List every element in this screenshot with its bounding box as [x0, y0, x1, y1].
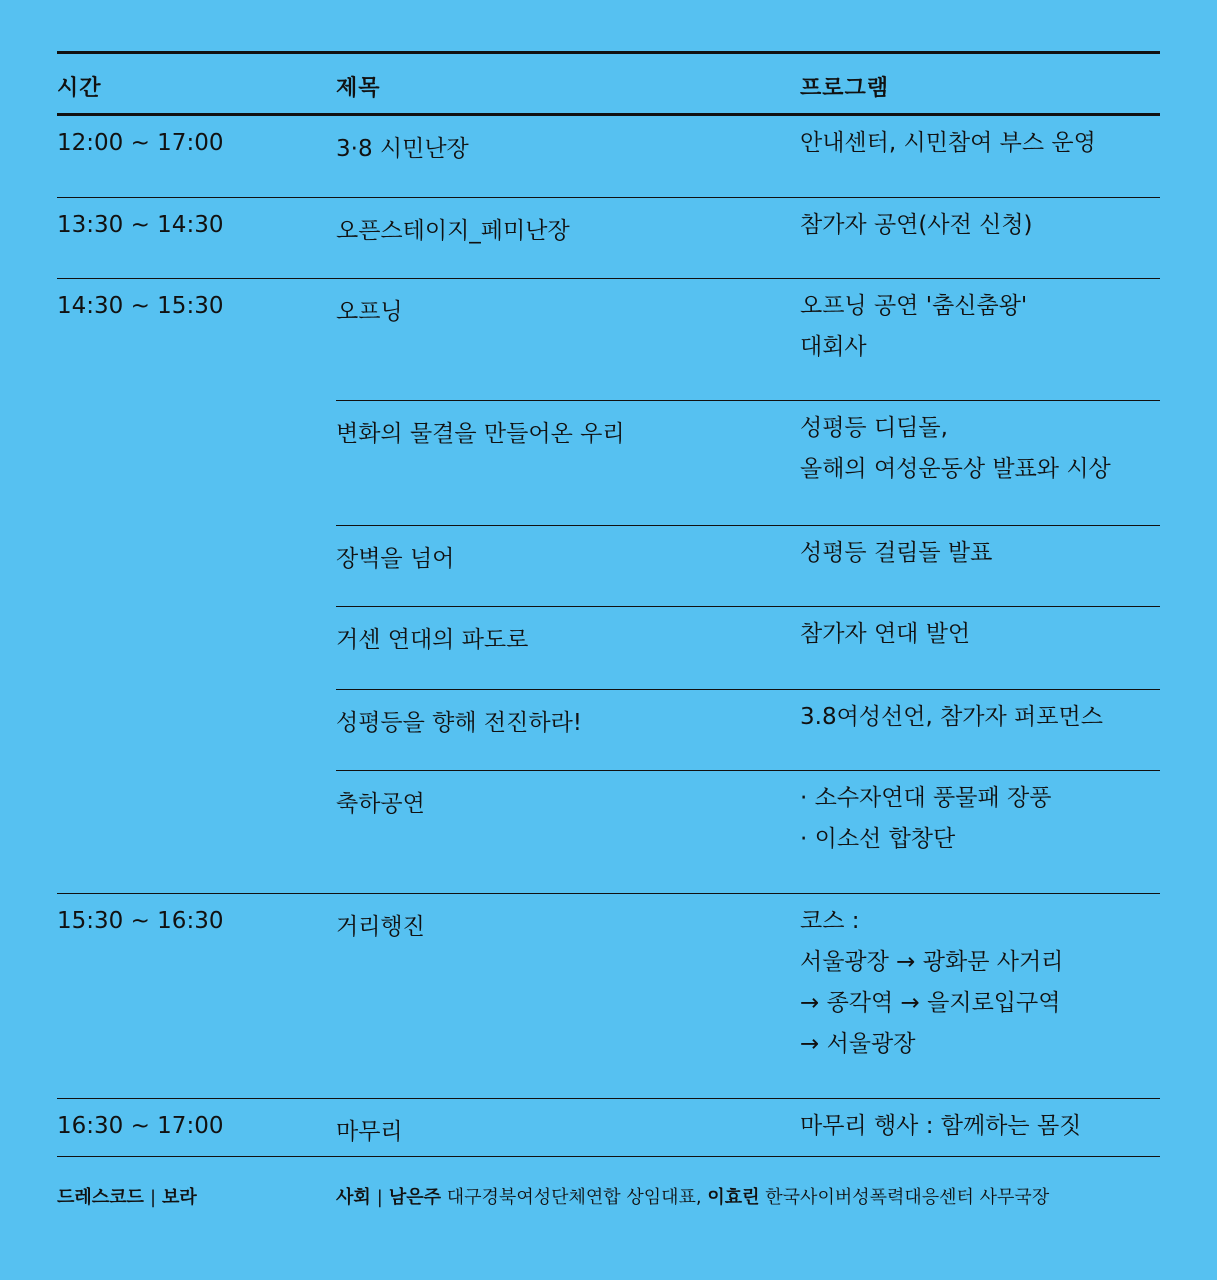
item-title: 오프닝 [336, 299, 403, 325]
program-line: 마무리 행사 : 함께하는 몸짓 [800, 1113, 1082, 1139]
item-title: 거리행진 [336, 914, 425, 940]
program-line: 코스 : [800, 908, 860, 934]
table-row [57, 198, 1160, 278]
dress-code-value: 보라 [162, 1187, 197, 1208]
program-line: · 이소선 합창단 [800, 826, 956, 852]
item-title: 축하공연 [336, 791, 425, 817]
program-item [336, 401, 1160, 525]
item-title: 성평등을 향해 전진하라! [336, 710, 583, 736]
program-line: 올해의 여성운동상 발표와 시상 [800, 456, 1111, 482]
item-title: 오픈스테이지_페미난장 [336, 218, 570, 244]
host1-role: 대구경북여성단체연합 상임대표, [446, 1187, 702, 1208]
item-program [800, 901, 1063, 1065]
program-item [336, 1099, 1160, 1156]
item-program [800, 614, 970, 655]
program-item [336, 198, 1160, 278]
program-line: 성평등 디딤돌, [800, 415, 948, 441]
program-line: 참가자 연대 발언 [800, 621, 971, 647]
program-line: 대회사 [800, 334, 867, 360]
row-time: 15:30 ~ 16:30 [57, 908, 224, 934]
item-title: 변화의 물결을 만들어온 우리 [336, 421, 625, 447]
program-line: 참가자 공연(사전 신청) [800, 212, 1033, 238]
row-time: 13:30 ~ 14:30 [57, 212, 224, 238]
program-line: 서울광장 → 광화문 사거리 [800, 949, 1064, 975]
item-title: 거센 연대의 파도로 [336, 627, 529, 653]
header-time: 시간 [57, 76, 102, 101]
table-body [57, 116, 1160, 1157]
program-item [336, 279, 1160, 400]
program-item [336, 526, 1160, 606]
item-program [800, 697, 1103, 738]
item-program [800, 205, 1033, 246]
dress-code-label: 드레스코드 [57, 1187, 144, 1208]
program-line: 3.8여성선언, 참가자 퍼포먼스 [800, 704, 1103, 730]
table-row [57, 279, 1160, 893]
table-row [57, 1099, 1160, 1156]
item-program [800, 533, 992, 574]
host2-name: 이효린 [707, 1187, 760, 1208]
program-line: 오프닝 공연 '춤신춤왕' [800, 293, 1028, 319]
host-info [336, 1183, 1049, 1209]
item-program [800, 1106, 1081, 1147]
program-line: → 서울광장 [800, 1031, 916, 1057]
separator: | [149, 1187, 157, 1208]
dress-code [57, 1183, 197, 1209]
item-title: 장벽을 넘어 [336, 546, 455, 572]
header-program: 프로그램 [800, 76, 890, 101]
schedule-table [57, 51, 1160, 1227]
header-title: 제목 [336, 76, 381, 101]
table-header [57, 54, 1160, 113]
program-item [336, 690, 1160, 770]
footer [57, 1157, 1160, 1227]
separator: | [376, 1187, 383, 1208]
row-time: 14:30 ~ 15:30 [57, 293, 224, 319]
item-program [800, 286, 1027, 368]
row-time: 12:00 ~ 17:00 [57, 130, 224, 156]
row-time: 16:30 ~ 17:00 [57, 1113, 224, 1139]
program-item [336, 607, 1160, 689]
program-line: 성평등 걸림돌 발표 [800, 540, 993, 566]
item-program [800, 778, 1051, 860]
table-row [57, 894, 1160, 1098]
item-title: 마무리 [336, 1119, 403, 1145]
program-line: 안내센터, 시민참여 부스 운영 [800, 130, 1096, 156]
program-line: · 소수자연대 풍물패 장풍 [800, 785, 1052, 811]
item-program [800, 408, 1111, 490]
table-row [57, 116, 1160, 197]
program-item [336, 894, 1160, 1098]
program-item [336, 771, 1160, 893]
host-label: 사회 [336, 1187, 371, 1208]
item-program [800, 123, 1096, 164]
program-item [336, 116, 1160, 197]
program-line: → 종각역 → 을지로입구역 [800, 990, 1061, 1016]
host2-role: 한국사이버성폭력대응센터 사무국장 [765, 1187, 1050, 1208]
item-title: 3·8 시민난장 [336, 136, 469, 162]
host1-name: 남은주 [388, 1187, 442, 1208]
